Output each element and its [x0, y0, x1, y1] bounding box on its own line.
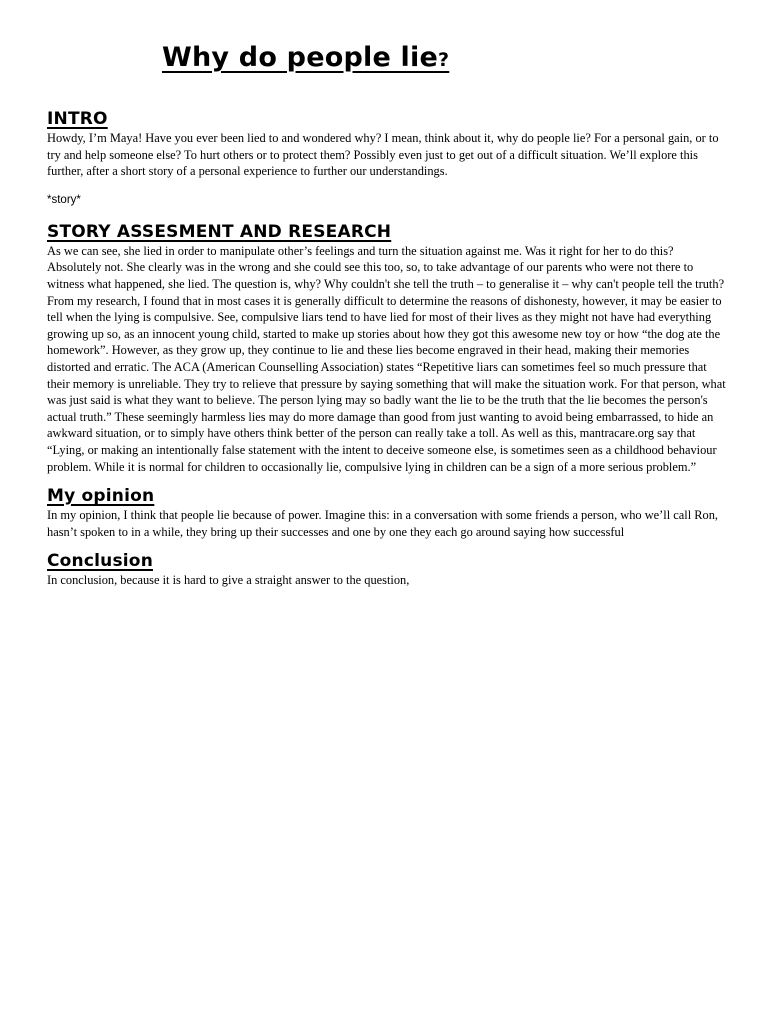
spacer	[47, 208, 727, 221]
story-assessment-section	[47, 221, 727, 475]
story-assessment-heading: STORY ASSESMENT AND RESEARCH	[47, 221, 392, 242]
page-title-text: Why do people lie	[162, 42, 438, 73]
page-title-question-mark: ?	[437, 49, 450, 71]
conclusion-heading: Conclusion	[47, 551, 153, 572]
spacer	[47, 475, 727, 485]
opinion-paragraph: In my opinion, I think that people lie because of power. Imagine this: in a conversation with some friends a person, who we’ll call Ron, hasn’t spoken to in a while, they bring up their successes and one by one they each go around saying how successful	[47, 508, 718, 539]
opinion-heading: My opinion	[47, 486, 155, 507]
document-body	[47, 108, 727, 589]
intro-paragraph: Howdy, I’m Maya! Have you ever been lied to and wondered why? I mean, think about it, why do people lie? For a personal gain, or to try and help someone else? To hurt others or to protect them? Possibly even just to get out of a difficult situation. We’ll explore this further, after a short story of a personal experience to further our understandings.	[47, 131, 719, 179]
opinion-section	[47, 485, 727, 540]
page-title	[162, 40, 449, 78]
conclusion-section	[47, 550, 727, 589]
intro-section	[47, 108, 727, 208]
story-assessment-paragraph: As we can see, she lied in order to manipulate other’s feelings and turn the situation against me. Was it right for her to do this? Absolutely not. She clearly was in the wrong and she could see this too, so, to take advantage of our parents who were not there to witness what happened, she lied. The question is, why? Why couldn't she tell the truth – to generalise it – why can't people tell the truth? From my research, I found that in most cases it is generally difficult to determine the reasons of dishonesty, however, it may be easier to tell when the lying is compulsive. See, compulsive liars tend to have lied for most of their lives as they might not have had everything growing up so, as an innocent young child, started to make up stories about how they got this awesome new toy or how “the dog ate the homework”. However, as they grow up, they continue to lie and these lies become engraved in their head, making their memories distorted and erratic. The ACA (American Counselling Association) states “Repetitive liars can sometimes feel so much pressure that their memory is unreliable. They try to relieve that pressure by saying something that will make the situation work. For that person, what was just said is what they want to believe. The person lying may so badly want the lie to be the truth that the lie becomes the person's actual truth.” These seemingly harmless lies may do more damage than good from just wanting to avoid being embarrassed, to hide an awkward situation, or to simply have others think better of the person can really take a toll. As well as this, mantracare.org say that “Lying, or making an intentionally false statement with the intent to deceive someone else, is sometimes seen as a childhood behaviour problem. While it is normal for children to occasionally lie, compulsive lying in children can be a sign of a more serious problem.”	[47, 243, 726, 474]
conclusion-paragraph: In conclusion, because it is hard to give a straight answer to the question,	[47, 573, 410, 588]
intro-heading: INTRO	[47, 109, 108, 129]
spacer	[47, 540, 727, 550]
story-placeholder: *story*	[47, 193, 81, 206]
